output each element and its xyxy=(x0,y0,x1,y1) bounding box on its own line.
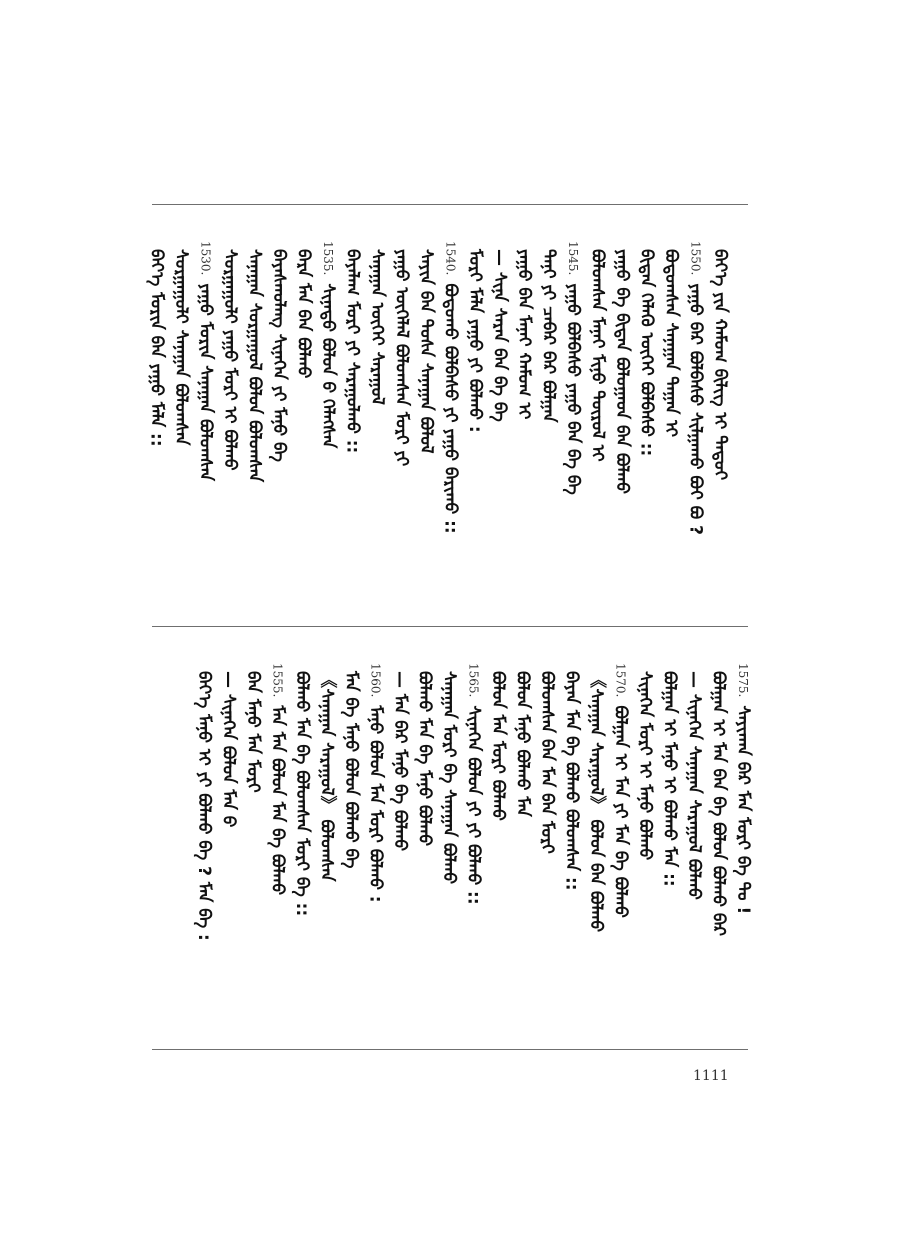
text-column xyxy=(487,241,513,541)
column-text: ᠲᠠᠨᠢ ᠶᠢ ᠴᠡᠪᠡᠷ ᠪᠡᠷ ᠪᠤᠯᠭᠠᠨ xyxy=(538,249,559,423)
page-number: 1111 xyxy=(693,1068,729,1084)
column-text: ᠪᠡᠶ᠎ᠡ ᠮᠠᠨᠤ ᠢ ᠶᠢ ᠪᠣᠯᠬᠤ ᠪᠡ ? ᠮᠠᠨ ᠪᠡ : xyxy=(194,671,214,941)
column-text: ᠪᠢᠳᠡᠨ ᠬᠡᠯᠡᠬᠦ ᠦᠭᠡᠢ ᠪᠣᠯᠪᠠᠰᠤ :: xyxy=(636,249,657,457)
column-text: 《ᠰᠠᠨᠠᠭᠠᠨ ᠰᠠᠷᠠᠭᠤᠯ》 ᠪᠣᠯᠤᠭᠰᠠᠨ xyxy=(316,671,337,882)
column-text: — ᠮᠠᠨ ᠪᠡᠷ ᠮᠠᠨᠤ ᠪᠡ ᠪᠣᠯᠬᠤ xyxy=(390,671,410,852)
text-column xyxy=(216,663,242,963)
column-text: ᠪᠡᠷᠡ ᠮᠠᠨ ᠪᠠᠨ ᠪᠣᠯᠬᠤ xyxy=(293,249,314,379)
text-column xyxy=(193,241,219,541)
text-column xyxy=(266,241,292,541)
column-text: ᠰᠢᠨᠡᠬᠡᠨ ᠪᠣᠯᠤᠨ ᠶᠢ ᠶᠢ ᠪᠣᠯᠬᠤ :: xyxy=(463,705,484,905)
text-column xyxy=(683,241,709,541)
column-text: ᠪᠣᠯᠭᠠᠨ ᠢ ᠮᠠᠨ ᠶᠢ ᠮᠠᠨ ᠪᠡ ᠪᠣᠯᠬᠤ xyxy=(610,705,631,918)
text-column xyxy=(291,241,317,541)
column-text: ᠮᠣᠷᠢ ᠮᠠᠯᠠ ᠶᠠᠭᠤ ᠶᠢ ᠪᠣᠯᠬᠤ : xyxy=(465,249,485,433)
text-column xyxy=(534,663,560,963)
column-text: ᠰᠠᠨᠠᠭᠠᠨ ᠮᠣᠷᠢ ᠪᠡ ᠰᠠᠨᠠᠭᠠᠨ ᠪᠣᠯᠬᠤ xyxy=(439,671,459,885)
text-column xyxy=(240,663,266,963)
text-column xyxy=(364,241,390,541)
text-column xyxy=(632,663,658,963)
column-text: ᠶᠠᠭᠤ ᠦᠭᠡᠯᠡᠯ ᠪᠣᠯᠤᠭᠰᠠᠨ ᠮᠣᠷᠢ ᠶᠢ xyxy=(391,249,412,467)
column-text: ᠪᠠᠨ ᠮᠠᠨᠤ ᠮᠠᠨ ᠮᠣᠷᠢ xyxy=(243,671,263,793)
column-text: ᠪᠣᠯᠤᠨ ᠮᠠᠨ ᠮᠣᠷᠢ ᠪᠣᠯᠬᠤ xyxy=(488,671,508,821)
text-column xyxy=(436,663,462,963)
column-text: ᠰᠤᠷᠭᠠᠭᠤᠯᠢ ᠶᠠᠭᠤ ᠮᠣᠷᠢ ᠢ ᠪᠣᠯᠬᠤ xyxy=(220,249,240,471)
text-column xyxy=(144,241,170,541)
line-number: 1545. xyxy=(566,241,580,276)
column-text: ᠪᠤᠯᠭᠠᠨ ᠢ ᠮᠠᠨ ᠪᠠᠨ ᠪᠡ ᠪᠤᠯᠤᠨ ᠪᠣᠯᠬᠤ ᠪᠡᠷ xyxy=(708,671,729,937)
column-text: ᠮᠠᠨ ᠪᠡ ᠮᠠᠨᠤ ᠪᠣᠯᠤᠨ ᠪᠣᠯᠬᠤ ᠪᠡ xyxy=(341,671,361,869)
line-number: 1540. xyxy=(443,241,458,276)
column-text: ᠪᠣᠳᠣᠭᠰᠠᠨ ᠰᠠᠨᠠᠭᠠᠨ ᠳᠠᠭᠠᠨ ᠢ xyxy=(661,249,681,438)
column-text: ᠪᠡᠶ᠎ᠡ ᠮᠣᠷᠢᠨ ᠪᠠᠨ ᠶᠠᠭᠤ ᠮᠠᠯᠠ :: xyxy=(146,249,167,447)
text-column xyxy=(707,241,733,541)
column-text: ᠶᠠᠭᠤ ᠪᠣᠯᠪᠠᠰᠤ ᠶᠠᠭᠤ ᠪᠠᠨ ᠪᠡ ᠪᠡ xyxy=(563,283,583,495)
text-column xyxy=(608,663,634,963)
bottom-rule xyxy=(152,1049,748,1050)
text-column xyxy=(438,241,464,541)
column-text: ᠰᠢᠨᠡᠳᠦ ᠪᠣᠯᠤᠨ ᠪ ᠬᠡᠯᠡᠭᠰᠡᠨ xyxy=(318,283,338,449)
text-column xyxy=(314,663,340,963)
line-number: 1555. xyxy=(270,663,285,698)
column-text: ᠰᠠᠶᠢᠨ ᠪᠠᠨ ᠲᠤᠰᠠ ᠰᠠᠨᠠᠭᠠᠨ ᠪᠣᠯᠤᠯ xyxy=(416,249,436,454)
text-column xyxy=(560,241,586,541)
column-text: ᠶᠠᠭᠤ ᠪᠡ ᠪᠢᠳᠡᠨ ᠪᠣᠯᠤᠭᠠᠳ ᠪᠠᠨ ᠪᠣᠯᠬᠤ xyxy=(612,249,632,494)
text-column xyxy=(462,241,488,541)
text-column xyxy=(412,663,438,963)
line-number: 1575. xyxy=(736,663,750,698)
column-text: ᠪᠣᠯᠤᠭᠰᠠᠨ ᠪᠠᠨ ᠮᠠᠨ ᠪᠠᠨ ᠮᠣᠷᠢ xyxy=(537,671,557,854)
text-column xyxy=(510,663,536,963)
text-column xyxy=(681,663,707,963)
text-column xyxy=(658,241,684,541)
text-column xyxy=(217,241,243,541)
column-text: ᠰᠠᠨᠠᠭᠠᠨ ᠦᠭᠡᠢ ᠰᠠᠷᠠᠭᠤᠯ xyxy=(367,249,387,405)
column-text: ᠰᠠᠨᠠᠭᠠᠨ ᠰᠤᠷᠭᠠᠭᠤᠯ ᠪᠣᠯᠤᠨ ᠪᠣᠯᠤᠭᠰᠠᠨ xyxy=(244,249,265,483)
column-text: ᠪᠡᠶ᠎ᠡ ᠶᠢᠨ ᠬᠠᠮᠤᠭ ᠪᠢᠯᠢᠭ ᠢ ᠲᠡᠳᠤᠢ xyxy=(710,249,730,481)
top-text-panel xyxy=(146,205,748,626)
column-text: — ᠰᠢᠨᠡᠬᠡᠨ ᠪᠣᠯᠤᠨ ᠮᠠᠨ ᠪ xyxy=(218,671,239,828)
text-column xyxy=(634,241,660,541)
column-text: ᠪᠣᠯᠭᠠᠨ ᠢ ᠮᠠᠨᠤ ᠢ ᠪᠣᠯᠬᠤ ᠮᠠᠨ :: xyxy=(659,671,680,887)
line-number: 1530. xyxy=(198,241,213,276)
line-number: 1560. xyxy=(368,663,383,698)
column-text: ᠪᠣᠳᠣᠬᠤ ᠪᠣᠯᠪᠠᠰᠤ ᠶᠢ ᠶᠠᠭᠤ ᠪᠠᠷᠢᠬᠤ :: xyxy=(440,283,461,534)
column-text: — ᠰᠢᠨᠡ ᠰᠠᠷᠠᠨ ᠪᠠᠨ ᠪᠡ ᠪᠡ xyxy=(489,249,510,422)
text-column xyxy=(242,241,268,541)
text-column xyxy=(730,663,756,963)
column-text: ᠪᠣᠯᠤᠨ ᠮᠠᠨᠤ ᠪᠣᠯᠬᠤ ᠮᠠᠨ xyxy=(512,671,533,817)
text-column xyxy=(585,241,611,541)
text-column xyxy=(340,241,366,541)
text-column xyxy=(609,241,635,541)
text-column xyxy=(511,241,537,541)
text-column xyxy=(706,663,732,963)
text-column xyxy=(389,241,415,541)
text-column xyxy=(461,663,487,963)
column-text: ᠪᠠᠶᠠᠰᠬᠤᠯᠠᠩ ᠰᠢᠨᠡᠬᠡᠨ ᠶᠢ ᠮᠠᠨᠤ ᠪᠡ xyxy=(269,249,289,462)
column-text: ᠪᠠᠶᠠᠨ ᠮᠠᠨ ᠪᠡ ᠪᠣᠯᠬᠤ ᠪᠣᠯᠤᠭᠰᠠᠨ :: xyxy=(561,671,582,891)
line-number: 1535. xyxy=(321,241,335,276)
text-column xyxy=(265,663,291,963)
text-column xyxy=(168,241,194,541)
bottom-text-panel xyxy=(152,627,753,1049)
column-text: 《ᠰᠠᠨᠠᠭᠠᠨ ᠰᠠᠷᠠᠭᠤᠯ》 ᠪᠣᠯᠤᠨ ᠪᠠᠨ ᠪᠣᠯᠬᠤ xyxy=(586,671,606,932)
column-text: ᠰᠤᠷᠭᠠᠭᠤᠯᠢ ᠰᠠᠨᠠᠭᠠᠨ ᠪᠣᠯᠤᠭᠰᠠᠨ xyxy=(171,249,191,446)
text-column xyxy=(338,663,364,963)
column-text: ᠰᠠᠶᠢᠬᠠᠨ ᠪᠠᠷ ᠮᠠᠨ ᠮᠣᠷᠢ ᠪᠡ ᠲᠤ ! xyxy=(733,705,753,915)
column-text: ᠪᠣᠯᠬᠤ ᠮᠠᠨ ᠪᠡ ᠮᠠᠨᠤ ᠪᠣᠯᠬᠤ xyxy=(414,671,435,847)
text-column xyxy=(289,663,315,963)
column-text: ᠶᠠᠭᠤ ᠪᠡᠨ ᠮᠠᠨᠠᠢ ᠬᠠᠮᠤᠭ ᠢ xyxy=(514,249,534,420)
text-column xyxy=(485,663,511,963)
text-column xyxy=(583,663,609,963)
column-text: ᠮᠠᠨ ᠮᠠᠨ ᠪᠣᠯᠤᠨ ᠮᠠᠨ ᠪᠡ ᠪᠣᠯᠬᠤ xyxy=(267,705,288,896)
column-text: ᠶᠠᠭᠤ ᠮᠣᠷᠢᠨ ᠰᠠᠨᠠᠭᠠᠨ ᠪᠣᠯᠤᠭᠰᠠᠨ xyxy=(195,283,216,482)
text-column xyxy=(536,241,562,541)
column-text: — ᠰᠢᠨᠡᠬᠡᠨ ᠰᠠᠨᠠᠭᠠᠨ ᠰᠠᠷᠠᠭᠤᠯ ᠪᠣᠯᠬᠤ xyxy=(684,671,704,900)
line-number: 1565. xyxy=(466,663,481,698)
column-text: ᠮᠠᠨᠤ ᠪᠣᠯᠤᠨ ᠮᠠᠨ ᠮᠣᠷᠢ ᠪᠣᠯᠬᠤ : xyxy=(365,705,386,903)
text-column xyxy=(559,663,585,963)
text-column xyxy=(315,241,341,541)
column-text: ᠶᠠᠭᠤ ᠪᠡᠷ ᠪᠤᠯᠪᠠᠰᠤ ᠰᠢᠯᠭᠠᠬᠤ ᠪᠤᠢ ᠪᠤ ? xyxy=(685,283,706,535)
line-number: 1570. xyxy=(613,663,628,698)
text-column xyxy=(387,663,413,963)
column-text: ᠪᠣᠯᠬᠤ ᠮᠠᠨ ᠪᠡ ᠪᠣᠯᠤᠭᠰᠠᠨ ᠮᠣᠷᠢ ᠪᠡ :: xyxy=(292,671,312,917)
text-column xyxy=(191,663,217,963)
text-column xyxy=(413,241,439,541)
column-text: ᠪᠣᠯᠣᠭᠰᠠᠨ ᠮᠠᠨᠠᠢ ᠮᠢᠨᠦ ᠲᠦᠷᠦᠯ ᠢ xyxy=(587,249,608,462)
line-number: 1550. xyxy=(688,241,703,276)
column-text: ᠪᠠᠶᠠᠯᠠᠭ ᠮᠣᠷᠢ ᠶᠢ ᠰᠠᠷᠠᠭᠤᠯᠬᠤ :: xyxy=(342,249,363,454)
text-column xyxy=(657,663,683,963)
text-column xyxy=(363,663,389,963)
column-text: ᠰᠢᠨᠡᠬᠡᠨ ᠮᠣᠷᠢ ᠢ ᠮᠠᠨᠤ ᠪᠣᠯᠬᠤ xyxy=(635,671,655,861)
